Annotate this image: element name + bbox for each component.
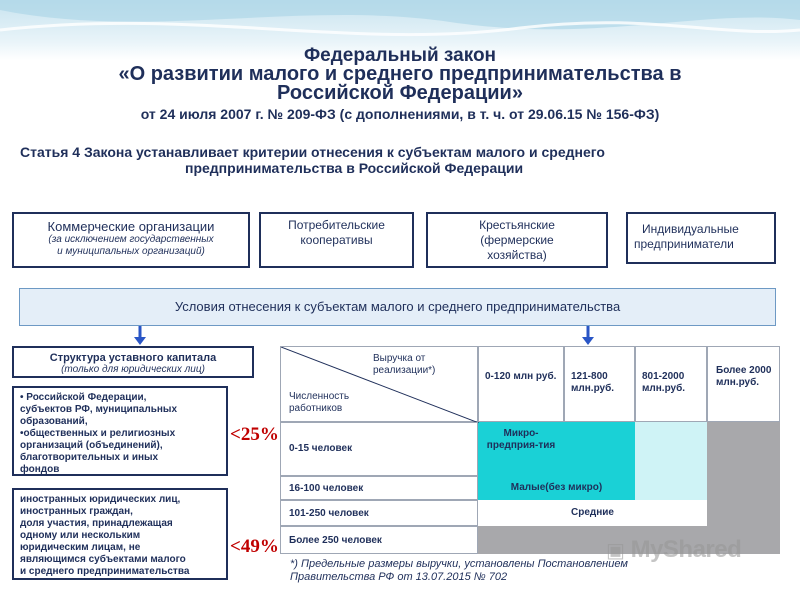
title-line-3: Российской Федерации» (277, 82, 523, 104)
header-staff: Численность работников (289, 391, 350, 414)
watermark-text: MyShared (630, 536, 742, 563)
commercial-note-1: (за исключением государственных (48, 234, 214, 245)
coops-line-1: Потребительские (288, 218, 385, 232)
medium-enterprise-cell (478, 500, 707, 526)
commercial-note-2: и муниципальных организаций) (57, 246, 205, 257)
footnote-line-1: *) Предельные размеры выручки, установлены Постановлением (290, 558, 628, 570)
consumer-cooperatives-box (259, 212, 414, 268)
foreign-owners-line: иностранных граждан, (20, 506, 133, 517)
rev-col-header: Более 2000 млн.руб. (707, 346, 780, 422)
capital-structure-box (12, 346, 254, 378)
row-header: 16-100 человек (280, 476, 478, 500)
entrepreneurs-line-1: Индивидуальные (642, 222, 739, 236)
farms-line-2: (фермерские (480, 233, 554, 247)
row-header: 101-250 человек (280, 500, 478, 526)
header-revenue: Выручка от реализации*) (373, 353, 436, 376)
page-title (0, 46, 800, 124)
article-description (20, 144, 795, 176)
foreign-owners-line: являющимся субъектами малого (20, 554, 186, 565)
state-owners-line: •общественных и религиозных (20, 428, 176, 439)
foreign-owners-line: доля участия, принадлежащая (20, 518, 173, 529)
header-corner-cell (280, 346, 478, 422)
row-header: 0-15 человек (280, 422, 478, 476)
coops-line-2: кооперативы (300, 233, 373, 247)
foreign-owners-line: юридическим лицам, не (20, 542, 141, 553)
small-label: Малые(без микро) (510, 482, 603, 493)
capital-note: (только для юридических лиц) (61, 364, 205, 375)
medium-label: Средние (571, 507, 614, 518)
criteria-table (280, 346, 780, 554)
farms-line-1: Крестьянские (479, 218, 555, 232)
rev-col-header: 0-120 млн руб. (478, 346, 564, 422)
article-line-1: Статья 4 Закона устанавливает критерии отнесения к субъектам малого и среднего (20, 144, 605, 160)
farms-line-3: хозяйства) (487, 248, 547, 262)
foreign-owners-line: одному или нескольким (20, 530, 141, 541)
arrow-down-icon (132, 326, 148, 346)
state-owners-line: фондов (20, 464, 60, 475)
entrepreneurs-line-2: предприниматели (634, 237, 734, 251)
state-owners-box (12, 386, 228, 476)
farm-households-box (426, 212, 608, 268)
state-owners-line: субъектов РФ, муниципальных (20, 404, 178, 415)
pct-49-label: <49% (230, 536, 279, 557)
article-line-2: предпринимательства в Российской Федерации (185, 160, 524, 176)
micro-enterprise-cell (478, 422, 564, 476)
title-line-1: Федеральный закон (303, 45, 497, 66)
arrow-down-icon (580, 326, 596, 346)
commercial-organizations-box (12, 212, 250, 268)
foreign-owners-line: и среднего предпринимательства (20, 566, 190, 577)
rev-col-header: 801-2000 млн.руб. (635, 346, 707, 422)
micro-label: Микро-предприя-тия (486, 428, 556, 451)
state-owners-line: образований, (20, 416, 88, 427)
capital-title: Структура уставного капитала (49, 352, 217, 364)
rev-col-header: 121-800 млн.руб. (564, 346, 635, 422)
state-owners-line: организаций (объединений), (20, 440, 163, 451)
foreign-owners-line: иностранных юридических лиц, (20, 494, 181, 505)
small-enterprise-cell (478, 476, 635, 500)
foreign-owners-box (12, 488, 228, 580)
title-line-2: «О развитии малого и среднего предпринимательства в (118, 63, 682, 85)
individual-entrepreneurs-box (626, 212, 776, 264)
watermark-logo-icon: ▣ (606, 540, 625, 562)
commercial-title: Коммерческие организации (47, 219, 215, 234)
title-line-4: от 24 июля 2007 г. № 209-ФЗ (с дополнениями, в т. ч. от 29.06.15 № 156-ФЗ) (140, 106, 660, 122)
footnote-line-2: Правительства РФ от 13.07.2015 № 702 (290, 571, 508, 583)
footnote (290, 558, 790, 584)
pct-25-label: <25% (230, 424, 279, 445)
state-owners-line: • Российской Федерации, (20, 392, 147, 403)
conditions-bar: Условия отнесения к субъектам малого и среднего предпринимательства (19, 288, 776, 326)
row-header: Более 250 человек (280, 526, 478, 554)
state-owners-line: благотворительных и иных (20, 452, 159, 463)
